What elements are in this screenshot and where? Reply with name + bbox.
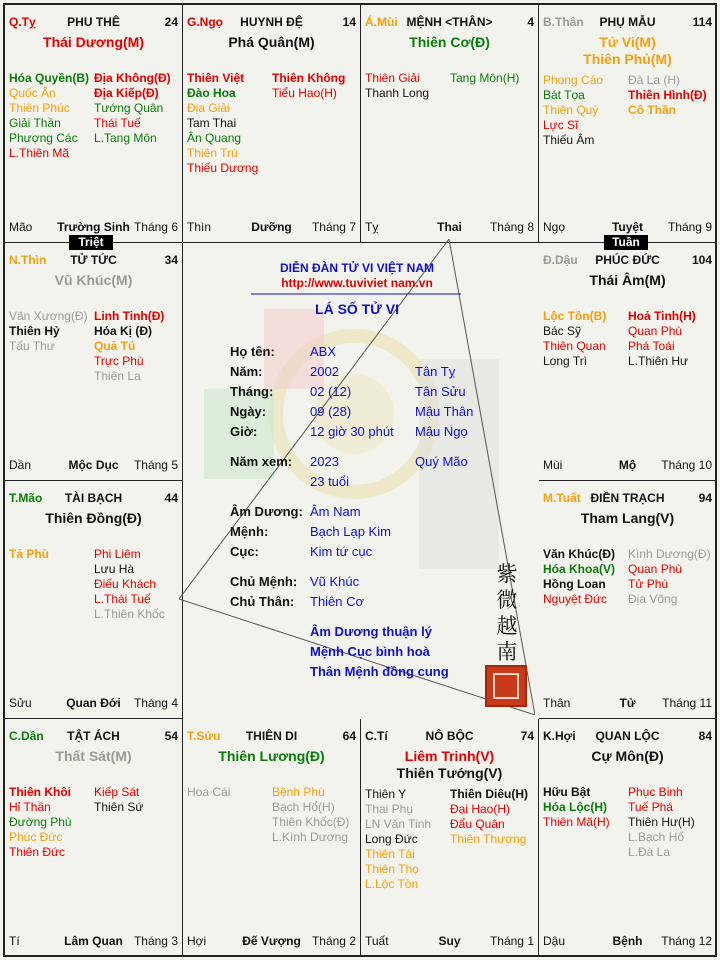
star-item: Đào Hoa [187, 86, 236, 100]
palace-header [187, 729, 356, 745]
star-item: Phong Cáo [543, 73, 604, 87]
palace-than[interactable] [539, 5, 717, 243]
star-item: Thiên Hư(H) [628, 815, 695, 829]
palace-mui[interactable] [361, 5, 539, 243]
star-item: Tam Thai [187, 116, 237, 130]
star-item: L.Đà La [628, 845, 671, 859]
palace-number: 74 [520, 729, 534, 743]
vertical-char: 微 [496, 588, 518, 612]
star-item: Phi Liêm [94, 547, 141, 561]
left-stars [365, 71, 429, 101]
info-label: Chủ Mệnh: [230, 574, 298, 589]
info-value: 02 (12) [310, 384, 352, 399]
star-item: Lưu Hà [94, 562, 135, 576]
star-item: Địa Không(Đ) [94, 71, 171, 85]
star-item: Quốc Ấn [9, 86, 56, 100]
palace-number: 4 [527, 15, 534, 29]
vertical-text [494, 561, 520, 665]
info-value: ABX [310, 344, 337, 359]
palace-number: 14 [342, 15, 356, 29]
star-item: Ân Quang [187, 131, 242, 145]
palace-footer [187, 934, 356, 948]
info-extra: Mậu Ngọ [415, 424, 468, 439]
right-stars [94, 547, 165, 622]
star-item: Long Đức [365, 832, 418, 846]
palace-mao[interactable] [5, 481, 183, 719]
info-value: 2002 [310, 364, 339, 379]
info-extra: Tân Tỵ [415, 364, 456, 379]
palace-cycle: Suy [438, 934, 461, 948]
info-value: Bạch Lạp Kim [310, 524, 391, 539]
palace-cycle: Tử [619, 696, 636, 710]
star-item: Phá Toái [628, 339, 675, 353]
palace-footer [543, 696, 712, 710]
star-item: Địa Kiếp(Đ) [94, 86, 159, 100]
main-star: Liêm Trinh(V) [404, 748, 495, 764]
star-item: Tấu Thư [9, 339, 55, 353]
palace-can-chi: Đ.Dậu [543, 253, 578, 267]
info-label: Năm: [230, 364, 263, 379]
star-item: L.Thiên Mã [9, 146, 70, 160]
palace-cycle: Bệnh [612, 934, 643, 948]
info-value: Vũ Khúc [310, 574, 360, 589]
right-stars [94, 785, 143, 815]
right-stars [628, 785, 695, 860]
palace-cycle: Thai [437, 220, 462, 234]
palace-header [9, 253, 178, 269]
star-item: Nguyệt Đức [543, 592, 608, 606]
palace-month: Tháng 5 [133, 458, 178, 472]
forum-name: DIỄN ĐÀN TỬ VI VIỆT NAM [280, 261, 434, 275]
palace-name: QUAN LỘC [595, 729, 660, 743]
palace-suu[interactable] [183, 719, 361, 957]
star-item: L.Lộc Tồn [365, 877, 419, 891]
star-item: Thiên Phúc [9, 101, 70, 115]
palace-number: 84 [698, 729, 712, 743]
seal-inner [493, 673, 519, 699]
palace-branch: Tỵ [365, 220, 379, 234]
palace-name: TÀI BẠCH [64, 491, 123, 505]
star-item: L.Thiên Hư [628, 354, 689, 368]
info-value: Âm Nam [310, 504, 361, 519]
palace-header [543, 491, 712, 507]
star-item: Tiểu Hao(H) [272, 86, 337, 100]
palace-footer [543, 458, 712, 472]
star-item: Thiên Tài [365, 847, 415, 861]
palace-header [543, 729, 712, 745]
star-item: Hữu Bật [543, 785, 591, 799]
palace-thin[interactable] [5, 243, 183, 481]
palace-ty[interactable] [5, 5, 183, 243]
palace-can-chi: C.Tí [365, 729, 388, 743]
info-value: 12 giờ 30 phút [310, 424, 394, 439]
star-item: Bác Sỹ [543, 324, 582, 338]
palace-ngo[interactable] [183, 5, 361, 243]
star-item: Đường Phù [9, 815, 72, 829]
palace-footer [9, 934, 178, 948]
palace-header [187, 15, 356, 31]
palace-can-chi: Á.Mùi [365, 15, 398, 29]
star-item: Hóa Quyền(B) [9, 71, 90, 85]
palace-month: Tháng 8 [489, 220, 534, 234]
palace-cycle: Mộc Dục [68, 458, 119, 472]
star-item: Trực Phù [94, 354, 144, 368]
star-item: Thanh Long [365, 86, 430, 100]
star-item: Thiên Thọ [365, 862, 419, 876]
star-item: Thiếu Âm [543, 133, 595, 147]
palace-month: Tháng 2 [311, 934, 356, 948]
star-item: Văn Xương(Đ) [9, 309, 88, 323]
summary-note: Thân Mệnh đồng cung [310, 664, 449, 679]
palace-name: TỬ TỨC [70, 253, 117, 267]
palace-number: 114 [692, 15, 712, 29]
star-item: L.Thiên Khốc [94, 607, 165, 621]
palace-header [9, 729, 178, 745]
center-panel [179, 239, 535, 715]
palace-month: Tháng 10 [661, 458, 712, 472]
palace-branch: Hợi [187, 934, 207, 948]
info-label: Cục: [230, 544, 259, 559]
palace-can-chi: T.Sửu [187, 729, 221, 743]
info-value: Kim tứ cục [310, 544, 373, 559]
summary-note: Mệnh Cục bình hoà [310, 644, 430, 659]
star-item: Hoả Tinh(H) [628, 309, 696, 323]
star-item: LN Văn Tinh [365, 817, 432, 831]
info-label: Tháng: [230, 384, 274, 399]
star-item: Thiên Trù [187, 146, 238, 160]
palace-footer [365, 220, 534, 234]
star-item: Thiên Việt [187, 71, 245, 85]
palace-dau[interactable] [539, 243, 717, 481]
star-item: Kình Dương(Đ) [628, 547, 711, 561]
palace-branch: Dần [9, 458, 32, 472]
vertical-char: 紫 [496, 562, 518, 586]
left-stars [187, 71, 258, 176]
main-star: Thiên Đồng(Đ) [45, 510, 142, 526]
palace-can-chi: G.Ngọ [187, 15, 223, 29]
main-star: Thiên Phủ(M) [583, 51, 672, 67]
palace-footer [187, 220, 356, 234]
star-item: Thiên Thương [450, 832, 527, 846]
info-label: Mệnh: [230, 524, 269, 539]
palace-month: Tháng 6 [133, 220, 178, 234]
info-label: Âm Dương: [230, 504, 303, 519]
star-item: Thiên Khốc(Đ) [272, 815, 350, 829]
left-stars [543, 547, 615, 607]
palace-branch: Dậu [543, 934, 566, 948]
star-item: Bát Tọa [543, 88, 585, 102]
star-item: Điếu Khách [94, 577, 157, 591]
palace-can-chi: C.Dần [9, 729, 44, 743]
left-stars [9, 785, 72, 860]
star-item: Thiên Khôi [9, 785, 71, 799]
star-item: Thiên Mã(H) [543, 815, 610, 829]
star-item: Thiên Quan [543, 339, 606, 353]
palace-name: PHÚC ĐỨC [595, 253, 660, 267]
palace-number: 64 [342, 729, 356, 743]
main-star: Thiên Cơ(Đ) [409, 34, 490, 50]
star-item: Địa Võng [628, 592, 678, 606]
info-label: Chủ Thân: [230, 594, 295, 609]
star-item: Hồng Loan [543, 577, 606, 591]
info-extra: Tân Sửu [415, 384, 466, 399]
vertical-char: 越 [496, 614, 518, 638]
star-item: Tướng Quân [94, 101, 164, 115]
star-item: Thiên Y [365, 787, 407, 801]
right-stars [272, 71, 345, 101]
star-item: Địa Giải [187, 101, 230, 115]
star-item: Bạch Hổ(H) [272, 800, 335, 814]
palace-can-chi: B.Thân [543, 15, 584, 29]
palace-name: TẬT ÁCH [67, 729, 120, 743]
star-item: Thiên Không [272, 71, 346, 85]
star-item: Tang Môn(H) [450, 71, 520, 85]
palace-month: Tháng 9 [667, 220, 712, 234]
palace-cycle: Đế Vượng [242, 934, 301, 948]
left-stars [9, 71, 89, 161]
right-stars [628, 309, 696, 369]
palace-name: PHỤ MẪU [599, 15, 656, 29]
star-item: Phục Binh [628, 785, 683, 799]
star-item: Long Trì [543, 354, 588, 368]
triet-badge: Triệt [69, 235, 113, 250]
star-item: Kiếp Sát [94, 785, 140, 799]
star-item: L.Kình Dương [272, 830, 348, 844]
palace-month: Tháng 12 [661, 934, 712, 948]
palace-cycle: Trường Sinh [57, 220, 130, 234]
palace-footer [543, 934, 712, 948]
info-value: 23 tuổi [310, 474, 350, 489]
palace-can-chi: T.Mão [9, 491, 43, 505]
info-value: 09 (28) [310, 404, 352, 419]
vertical-char: 南 [496, 640, 518, 664]
star-item: Đà La (H) [628, 73, 681, 87]
palace-cycle: Lâm Quan [64, 934, 123, 948]
info-label: Năm xem: [230, 454, 293, 469]
palace-branch: Tí [9, 934, 20, 948]
palace-branch: Tuất [365, 934, 389, 948]
star-item: Hóa Lộc(H) [543, 800, 607, 814]
palace-can-chi: K.Hợi [543, 729, 576, 743]
star-item: Hoa Cái [187, 785, 231, 799]
star-item: Lực Sĩ [543, 118, 579, 132]
main-star: Thái Âm(M) [589, 272, 666, 288]
palace-number: 34 [164, 253, 178, 267]
main-star: Vũ Khúc(M) [54, 272, 133, 288]
left-stars [187, 785, 230, 800]
left-stars [543, 785, 610, 830]
palace-name: NÔ BỘC [425, 729, 474, 743]
chart-title: LÁ SỐ TỬ VI [315, 301, 399, 317]
palace-branch: Mão [9, 220, 33, 234]
right-stars [94, 71, 171, 146]
palace-hoi[interactable] [539, 719, 717, 957]
palace-ti[interactable] [361, 719, 539, 957]
star-item: Phúc Đức [9, 830, 63, 844]
star-item: Đại Hao(H) [450, 802, 511, 816]
star-item: Tử Phù [628, 577, 669, 591]
star-item: Thai Phụ [365, 802, 414, 816]
palace-can-chi: N.Thìn [9, 253, 47, 267]
seal-stamp [485, 665, 527, 707]
forum-url[interactable]: http://www.tuviviet nam.vn [281, 276, 433, 290]
right-stars [450, 71, 519, 86]
main-star: Thất Sát(M) [55, 748, 132, 764]
right-stars [94, 309, 164, 384]
palace-month: Tháng 7 [311, 220, 356, 234]
star-item: Cô Thần [628, 103, 676, 117]
palace-name: HUYNH ĐỆ [240, 15, 303, 29]
star-item: L.Tang Môn [94, 131, 157, 145]
main-star: Thái Dương(M) [43, 34, 144, 50]
star-item: Quan Phù [628, 562, 683, 576]
palace-header [365, 15, 534, 31]
main-star: Tham Lang(V) [580, 510, 675, 526]
star-item: Hóa Kị (Đ) [94, 324, 152, 338]
palace-month: Tháng 1 [489, 934, 534, 948]
star-item: Quan Phù [628, 324, 683, 338]
palace-cycle: Tuyệt [611, 220, 644, 234]
palace-footer [9, 458, 178, 472]
main-star: Phá Quân(M) [228, 34, 315, 50]
palace-branch: Sửu [9, 696, 32, 710]
info-label: Họ tên: [230, 344, 275, 359]
palace-number: 94 [698, 491, 712, 505]
star-item: Phượng Các [9, 131, 78, 145]
palace-branch: Thân [543, 696, 571, 710]
star-item: Thiên Quý [543, 103, 599, 117]
info-label: Giờ: [230, 424, 258, 439]
palace-month: Tháng 4 [133, 696, 178, 710]
palace-number: 104 [691, 253, 712, 267]
palace-header [9, 491, 178, 507]
left-stars [9, 547, 49, 562]
star-item: L.Thái Tuế [94, 592, 151, 606]
right-stars [450, 787, 528, 847]
palace-branch: Ngọ [543, 220, 566, 234]
star-item: Giải Thần [9, 116, 61, 130]
star-item: Thiên Hình(Đ) [628, 88, 707, 102]
star-item: Văn Khúc(Đ) [543, 547, 615, 561]
main-star: Tử Vi(M) [599, 34, 656, 50]
palace-month: Tháng 3 [133, 934, 178, 948]
info-extra: Mậu Thân [415, 404, 474, 419]
palace-name: MỆNH <THÂN> [406, 15, 493, 29]
summary-note: Âm Dương thuận lý [310, 624, 432, 639]
star-item: Lộc Tồn(B) [543, 309, 607, 323]
star-item: Đẩu Quân [450, 817, 505, 831]
palace-header [543, 253, 712, 269]
palace-branch: Thìn [187, 220, 212, 234]
tuan-badge: Tuần [604, 235, 648, 250]
palace-number: 24 [164, 15, 178, 29]
palace-footer [9, 696, 178, 710]
info-value: Thiên Cơ [310, 594, 365, 609]
main-star: Thiên Tướng(V) [396, 765, 503, 781]
palace-header [543, 15, 712, 31]
left-stars [543, 73, 603, 148]
right-stars [272, 785, 349, 845]
info-extra: Quý Mão [415, 454, 468, 469]
palace-footer [543, 220, 712, 234]
star-item: Bệnh Phù [272, 785, 325, 799]
star-item: Thái Tuế [94, 116, 141, 130]
left-stars [543, 309, 606, 369]
palace-number: 44 [164, 491, 178, 505]
palace-can-chi: Q.Tỵ [9, 15, 36, 29]
star-item: Thiếu Dương [187, 161, 259, 175]
star-item: L.Bạch Hổ [628, 830, 685, 844]
star-item: Thiên La [94, 369, 141, 383]
palace-header [9, 15, 178, 31]
star-item: Tả Phù [9, 547, 50, 561]
info-value: 2023 [310, 454, 339, 469]
star-item: Hóa Khoa(V) [543, 562, 615, 576]
main-star: Cự Môn(Đ) [591, 748, 664, 764]
info-label: Ngày: [230, 404, 267, 419]
main-star: Thiên Lương(Đ) [218, 748, 325, 764]
palace-tuat[interactable] [539, 481, 717, 719]
star-item: Thiên Giải [365, 71, 420, 85]
left-stars [365, 787, 431, 892]
star-item: Thiên Diêu(H) [450, 787, 528, 801]
left-stars [9, 309, 88, 354]
star-item: Hỉ Thần [9, 800, 51, 814]
palace-month: Tháng 11 [662, 696, 712, 710]
palace-name: ĐIỀN TRẠCH [590, 491, 665, 505]
star-item: Thiên Hỷ [9, 324, 60, 338]
right-stars [628, 547, 711, 607]
star-item: Tuế Phá [628, 800, 673, 814]
palace-name: PHU THÊ [67, 15, 120, 29]
palace-footer [9, 220, 178, 234]
star-item: Thiên Sứ [94, 800, 144, 814]
palace-cycle: Mộ [618, 458, 637, 472]
palace-header [365, 729, 534, 745]
palace-dan[interactable] [5, 719, 183, 957]
star-item: Quả Tú [94, 339, 136, 353]
palace-cycle: Dưỡng [251, 220, 292, 234]
star-item: Thiên Đức [9, 845, 66, 859]
palace-name: THIÊN DI [245, 729, 298, 743]
palace-cycle: Quan Đới [66, 696, 121, 710]
palace-footer [365, 934, 534, 948]
star-item: Linh Tinh(Đ) [94, 309, 165, 323]
palace-number: 54 [164, 729, 178, 743]
right-stars [628, 73, 707, 118]
palace-can-chi: M.Tuất [543, 491, 581, 505]
palace-branch: Mùi [543, 458, 563, 472]
